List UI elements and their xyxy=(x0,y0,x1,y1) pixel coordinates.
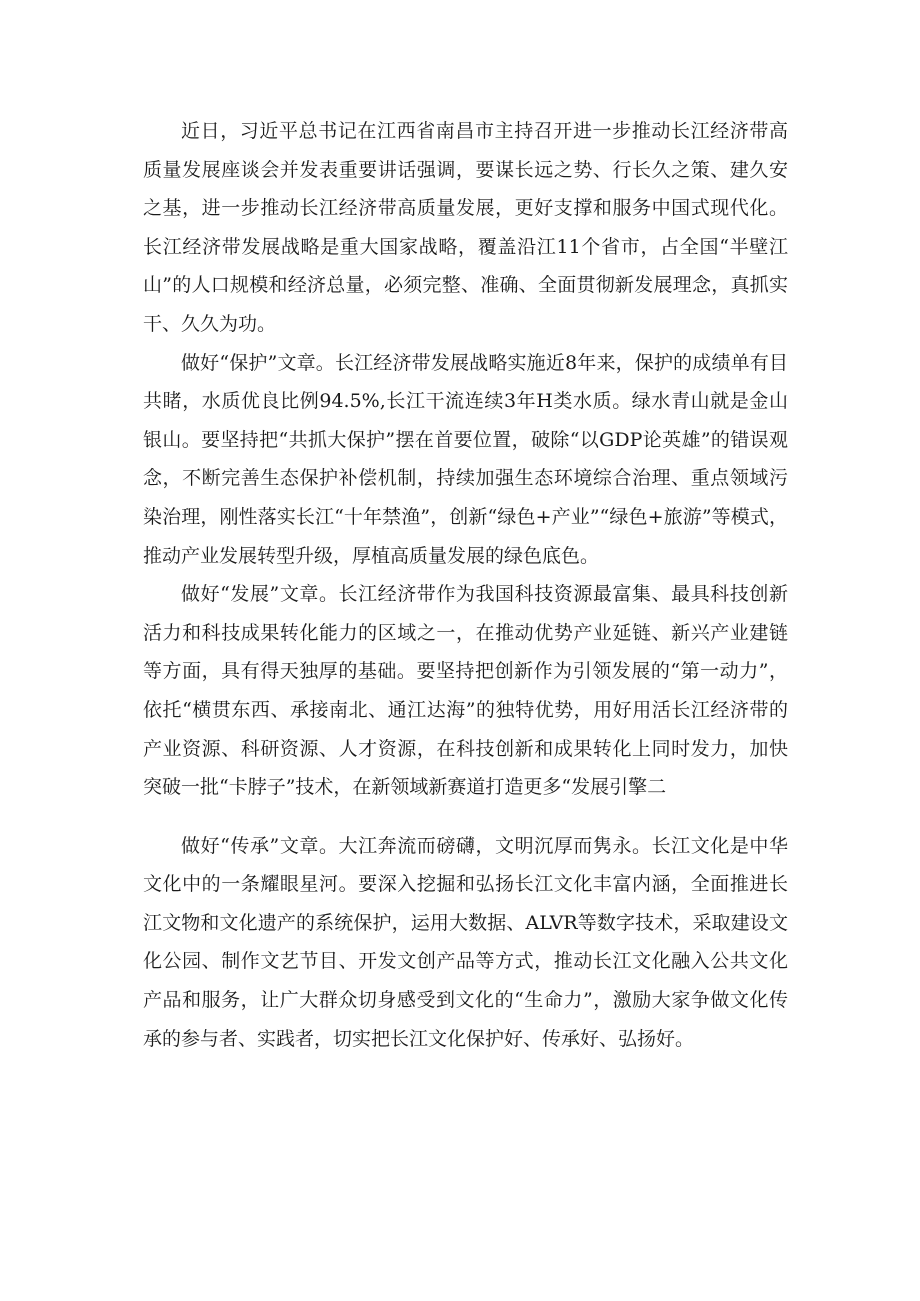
paragraph-heritage: 做好“传承”文章。大江奔流而磅礴，文明沉厚而隽永。长江文化是中华文化中的一条耀眼星河。要深入挖掘和弘扬长江文化丰富内涵，全面推进长江文物和文化遗产的系统保护，运用大数据、ALVR等数字技术，采取建设文化公园、制作文艺节目、开发文创产品等方式，推动长江文化融入公共文化产品和服务，让广大群众切身感受到文化的“生命力”，激励大家争做文化传承的参与者、实践者，切实把长江文化保护好、传承好、弘扬好。 xyxy=(143,834,788,1050)
paragraph-development: 做好“发展”文章。长江经济带作为我国科技资源最富集、最具科技创新活力和科技成果转化能力的区域之一，在推动优势产业延链、新兴产业建链等方面，具有得天独厚的基础。要坚持把创新作为引领发展的“第一动力”，依托“横贯东西、承接南北、通江达海”的独特优势，用好用活长江经济带的产业资源、科研资源、人才资源，在科技创新和成果转化上同时发力，加快突破一批“卡脖子”技术，在新领域新赛道打造更多“发展引擎二 xyxy=(143,583,788,799)
article-body xyxy=(143,112,788,1058)
paragraph-intro: 近日，习近平总书记在江西省南昌市主持召开进一步推动长江经济带高质量发展座谈会并发表重要讲话强调，要谋长远之势、行长久之策、建久安之基，进一步推动长江经济带高质量发展，更好支撑和服务中国式现代化。长江经济带发展战略是重大国家战略，覆盖沿江11个省市，占全国“半壁江山”的人口规模和经济总量，必须完整、准确、全面贯彻新发展理念，真抓实干、久久为功。 xyxy=(143,120,788,335)
paragraph-protection: 做好“保护”文章。长江经济带发展战略实施近8年来，保护的成绩单有目共睹，水质优良比例94.5%,长江干流连续3年H类水质。绿水青山就是金山银山。要坚持把“共抓大保护”摆在首要位置，破除“以GDP论英雄”的错误观念，不断完善生态保护补偿机制，持续加强生态环境综合治理、重点领域污染治理，刚性落实长江“十年禁渔”，创新“绿色+产业”“绿色+旅游”等模式，推动产业发展转型升级，厚植高质量发展的绿色底色。 xyxy=(143,351,788,567)
